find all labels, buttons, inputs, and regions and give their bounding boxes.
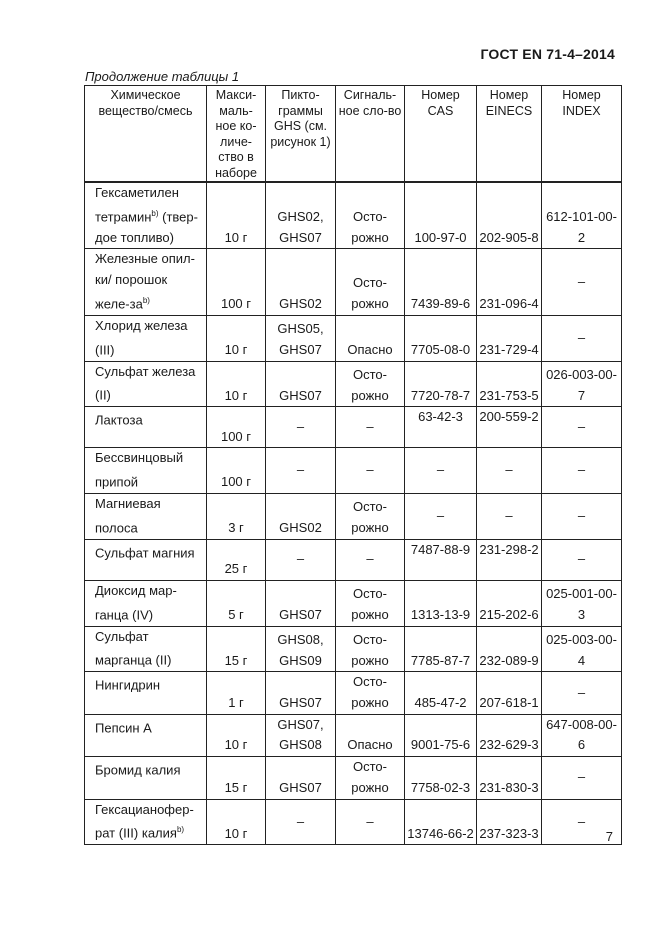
cell-substance: Пепсин А [85,714,207,756]
cell-substance: Лактоза [85,407,207,448]
cell-substance: Диоксид мар-ганца (IV) [85,580,207,626]
cell-einecs: 200-559-2 [477,407,542,448]
cell-ghs: GHS07 [266,672,336,714]
cell-substance: Бессвинцовый припой [85,448,207,494]
cell-index: – [542,539,622,580]
table-row [85,494,622,540]
cell-index: – [542,448,622,494]
cell-index: – [542,407,622,448]
cell-einecs: 202-905-8 [477,182,542,249]
cell-einecs: 207-618-1 [477,672,542,714]
table-row [85,714,622,756]
cell-index: – [542,249,622,315]
table-header-row [85,86,622,183]
table-row [85,539,622,580]
cell-ghs: GHS07, GHS08 [266,714,336,756]
cell-index: 025-003-00-4 [542,626,622,672]
table-row [85,315,622,361]
standard-designation: ГОСТ EN 71-4–2014 [480,46,615,62]
cell-index: 612-101-00-2 [542,182,622,249]
cell-index: – [542,315,622,361]
cell-substance: Гексацианофер-рат (III) калия$^{b)}$ [85,799,207,845]
cell-cas: – [405,448,477,494]
cell-einecs: 215-202-6 [477,580,542,626]
col-header-index: Номер INDEX [542,86,622,183]
cell-einecs: 231-830-3 [477,757,542,799]
cell-index: 025-001-00-3 [542,580,622,626]
cell-cas: – [405,494,477,540]
cell-substance: Нингидрин [85,672,207,714]
cell-ghs: GHS07 [266,361,336,407]
table-row [85,626,622,672]
table-row [85,580,622,626]
cell-substance: Железные опил-ки/ порошок желе-$за^{b)}$ [85,249,207,315]
cell-cas: 7705-08-0 [405,315,477,361]
cell-einecs: 231-096-4 [477,249,542,315]
col-header-quantity: Макси-маль-ное ко-личе-ство в наборе [207,86,266,183]
table-row [85,182,622,249]
cell-signal-word: – [336,448,405,494]
substances-table [84,85,622,845]
cell-ghs: GHS02, GHS07 [266,182,336,249]
cell-quantity: 10 г [207,315,266,361]
table-row [85,672,622,714]
cell-signal-word: Осто-рожно [336,626,405,672]
cell-cas: 7720-78-7 [405,361,477,407]
cell-quantity: 100 г [207,249,266,315]
cell-cas: 7785-87-7 [405,626,477,672]
cell-ghs: GHS07 [266,757,336,799]
cell-einecs: – [477,494,542,540]
table-caption: Продолжение таблицы 1 [85,69,240,84]
cell-substance: Сульфат железа (II) [85,361,207,407]
cell-quantity: 15 г [207,626,266,672]
cell-cas: 7439-89-6 [405,249,477,315]
cell-ghs: GHS07 [266,580,336,626]
cell-signal-word: – [336,407,405,448]
cell-index: – [542,672,622,714]
table-row [85,407,622,448]
cell-quantity: 100 г [207,407,266,448]
col-header-signal: Сигналь-ное сло-во [336,86,405,183]
cell-ghs: – [266,448,336,494]
cell-index: – [542,799,622,845]
cell-ghs: GHS08, GHS09 [266,626,336,672]
col-header-cas: Номер CAS [405,86,477,183]
col-header-substance: Химическое вещество/смесь [85,86,207,183]
cell-index: 026-003-00-7 [542,361,622,407]
cell-substance: Бромид калия [85,757,207,799]
cell-einecs: 237-323-3 [477,799,542,845]
cell-index: 647-008-00-6 [542,714,622,756]
page-number: 7 [605,829,613,844]
cell-signal-word: Осто-рожно [336,361,405,407]
cell-quantity: 5 г [207,580,266,626]
col-header-einecs: Номер EINECS [477,86,542,183]
cell-signal-word: Осто-рожно [336,672,405,714]
cell-signal-word: – [336,539,405,580]
cell-einecs: 231-298-2 [477,539,542,580]
cell-substance: Хлорид железа (III) [85,315,207,361]
cell-substance: Гексаметилен тетрамин$^{b)}$ (твер-дое топливо) [85,182,207,249]
table-row [85,249,622,315]
cell-quantity: 10 г [207,182,266,249]
cell-einecs: 232-629-3 [477,714,542,756]
cell-quantity: 10 г [207,714,266,756]
cell-signal-word: Осто-рожно [336,580,405,626]
cell-einecs: 231-729-4 [477,315,542,361]
cell-signal-word: Осто-рожно [336,182,405,249]
cell-signal-word: Опасно [336,714,405,756]
cell-cas: 7758-02-3 [405,757,477,799]
cell-ghs: GHS02 [266,494,336,540]
cell-signal-word: – [336,799,405,845]
cell-signal-word: Осто-рожно [336,757,405,799]
table-row [85,757,622,799]
cell-ghs: – [266,539,336,580]
cell-substance: Магниевая полоса [85,494,207,540]
cell-index: – [542,757,622,799]
cell-quantity: 1 г [207,672,266,714]
cell-ghs: – [266,407,336,448]
cell-cas: 9001-75-6 [405,714,477,756]
cell-ghs: – [266,799,336,845]
cell-cas: 63-42-3 [405,407,477,448]
table-row [85,799,622,845]
cell-einecs: 232-089-9 [477,626,542,672]
col-header-ghs: Пикто-граммы GHS (см. рисунок 1) [266,86,336,183]
cell-quantity: 15 г [207,757,266,799]
cell-cas: 7487-88-9 [405,539,477,580]
cell-quantity: 25 г [207,539,266,580]
cell-signal-word: Осто-рожно [336,249,405,315]
table-row [85,448,622,494]
cell-substance: Сульфат марганца (II) [85,626,207,672]
cell-quantity: 3 г [207,494,266,540]
cell-signal-word: Опасно [336,315,405,361]
cell-ghs: GHS05, GHS07 [266,315,336,361]
cell-cas: 1313-13-9 [405,580,477,626]
cell-ghs: GHS02 [266,249,336,315]
cell-substance: Сульфат магния [85,539,207,580]
cell-quantity: 10 г [207,799,266,845]
cell-einecs: 231-753-5 [477,361,542,407]
cell-quantity: 100 г [207,448,266,494]
cell-cas: 13746-66-2 [405,799,477,845]
table-row [85,361,622,407]
cell-einecs: – [477,448,542,494]
cell-index: – [542,494,622,540]
cell-quantity: 10 г [207,361,266,407]
cell-cas: 485-47-2 [405,672,477,714]
cell-cas: 100-97-0 [405,182,477,249]
cell-signal-word: Осто-рожно [336,494,405,540]
